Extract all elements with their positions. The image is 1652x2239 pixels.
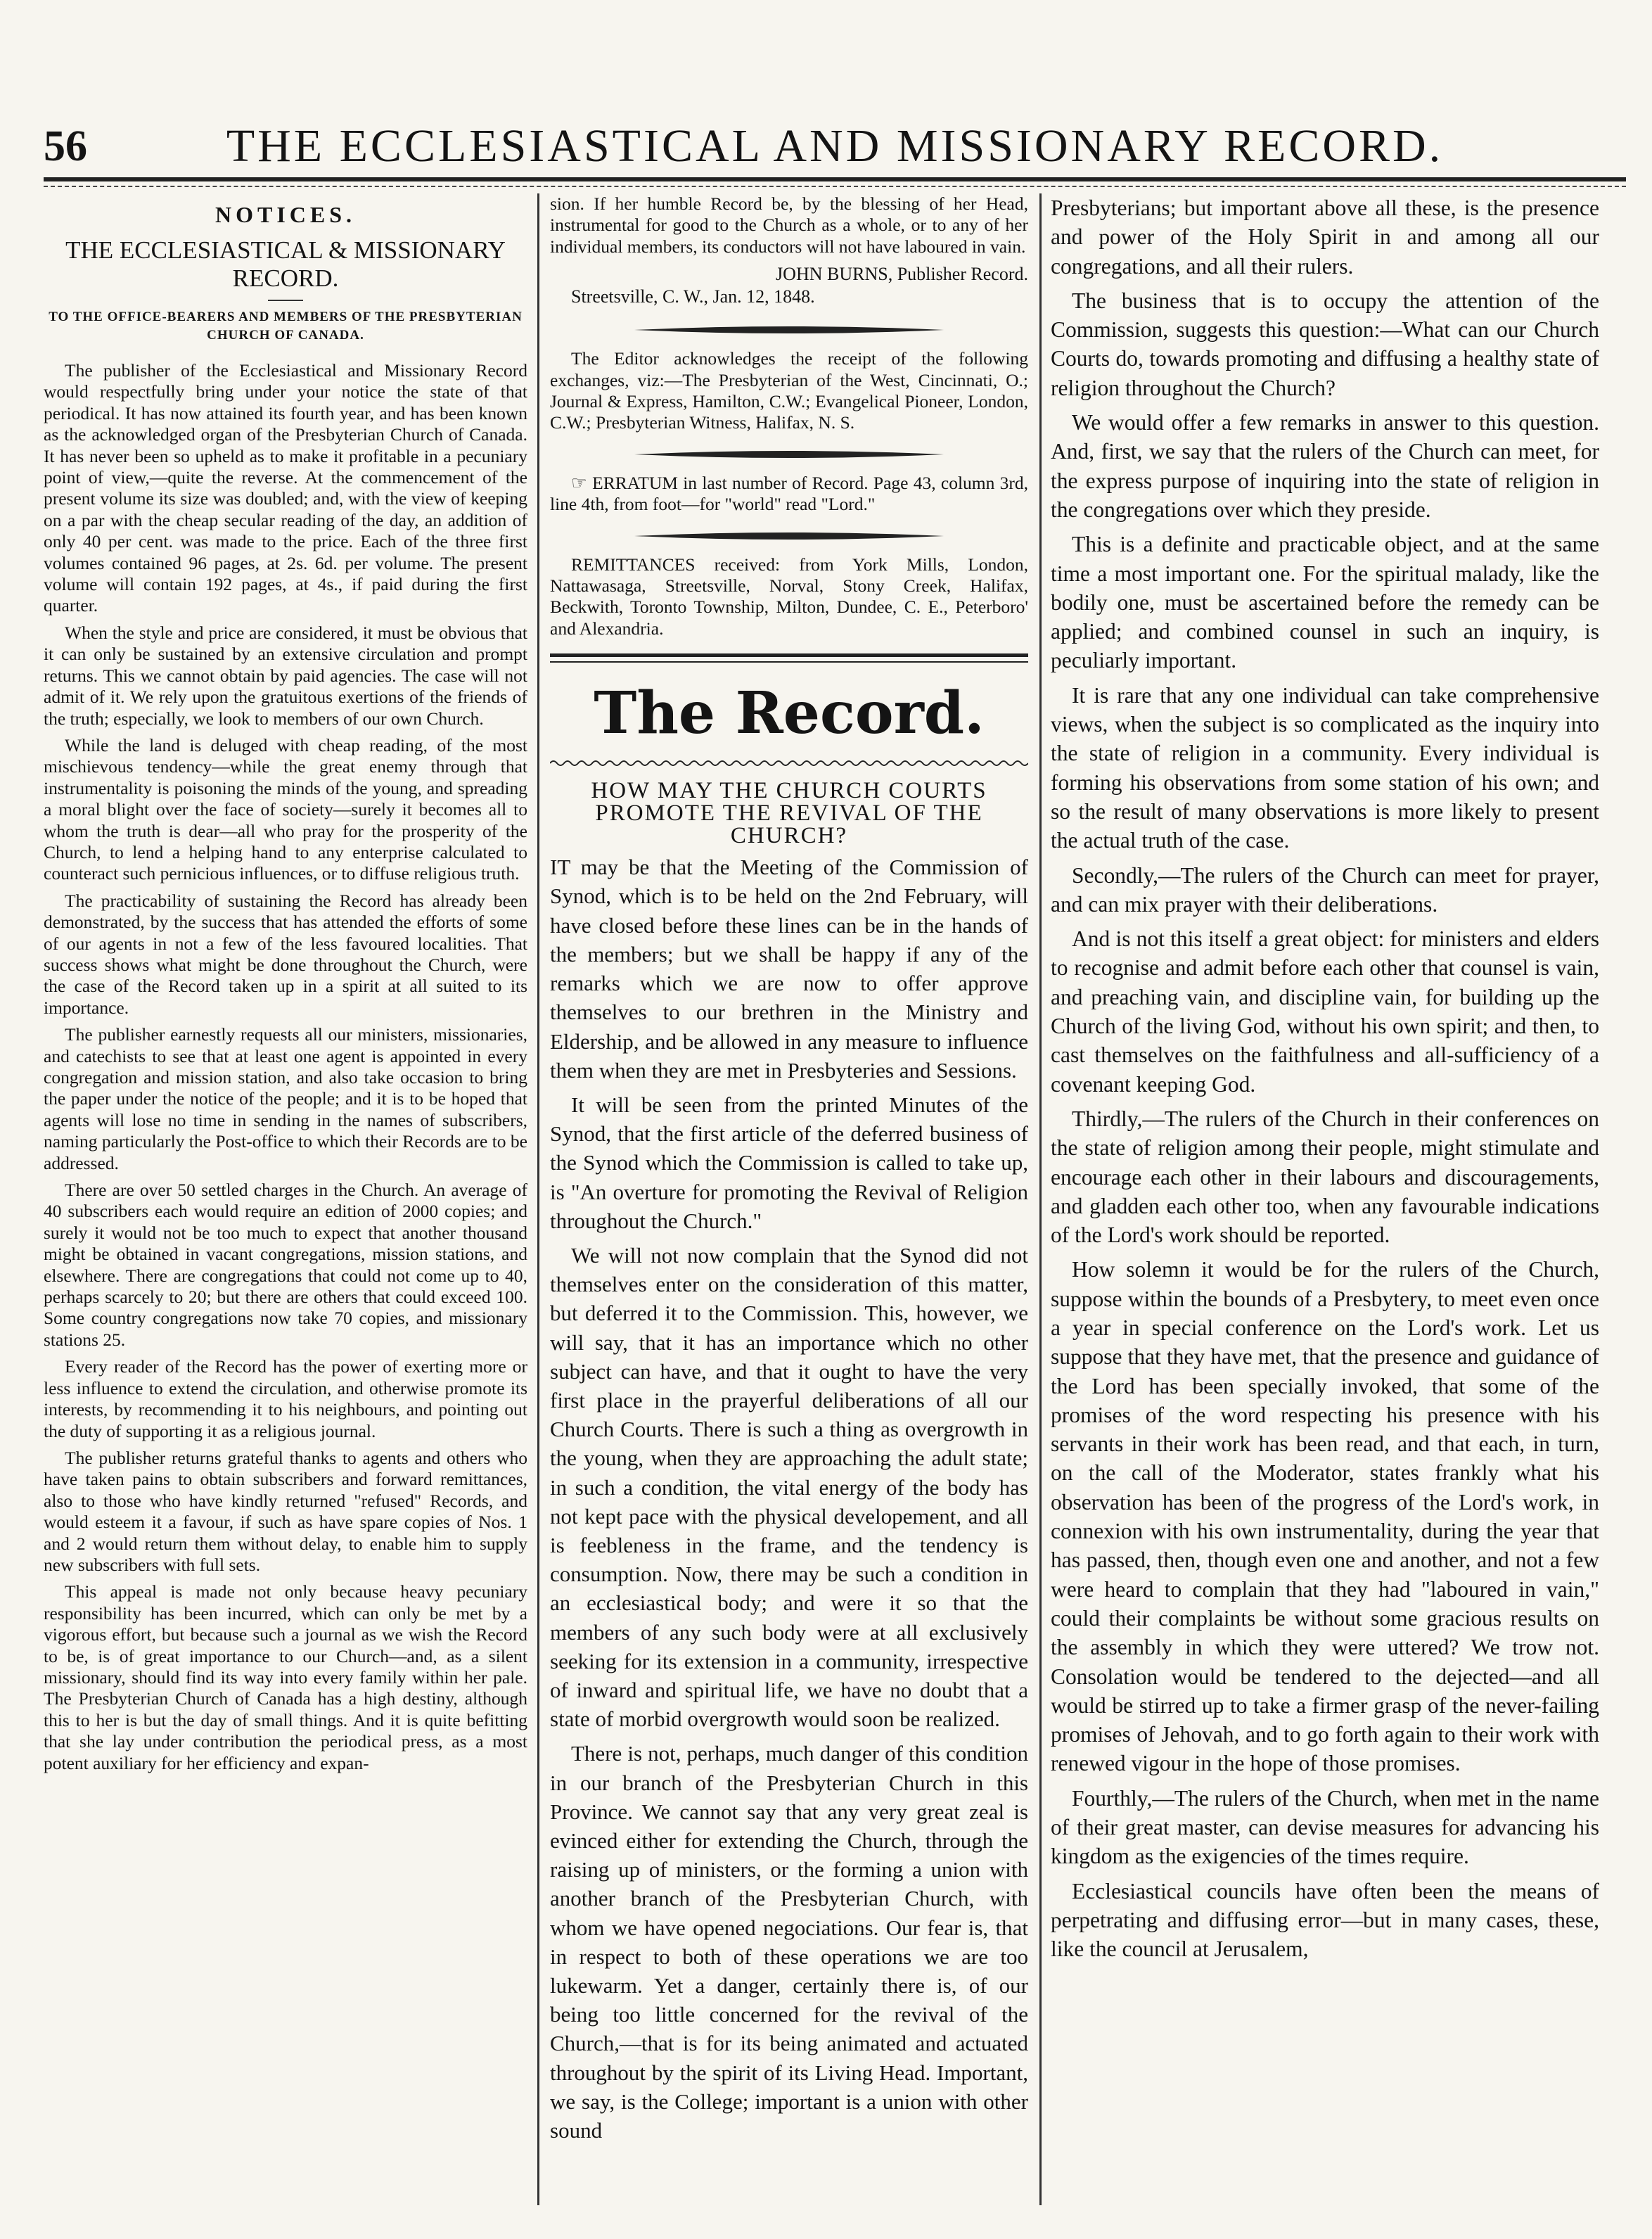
paragraph: We will not now complain that the Synod did not themselves enter on the consideration of this matter, but deferred it to the Commission. This, however, we will say, that it has an importance which no other subject can have, and that it ought to have the very first place in the prayerful deliberations of all our Church Courts. There is such a thing as overgrowth in the young, when they are approaching the adult state; in such a condition, the vital energy of the body has not kept pace with the physical developement, and all is feebleness in the frame, and the tendency is consumption. Now, there may be such a condition in an ecclesiastical body; and were it so that the members of any such body were at all exclusively seeking for its extension in a community, irrespective of inward and spiritual life, we have no doubt that a state of morbid overgrowth would soon be realized. bbox=[550, 1242, 1028, 1732]
paragraph: It is rare that any one individual can take comprehensive views, when the subject is so complicated as the inquiry into the state of religion in a community. Every individual is forming his observations from some station of his own; and so the result of many observations is more likely to present the actual truth of the case. bbox=[1051, 682, 1599, 853]
column-divider bbox=[1039, 193, 1042, 2205]
section-rule bbox=[550, 661, 1028, 663]
page-number: 56 bbox=[44, 122, 87, 170]
paragraph: The Editor acknowledges the receipt of the following exchanges, viz:—The Presbyterian of the West, Cincinnati, O.; Journal & Express, Hamilton, C.W.; Evangelical Pioneer, London, C.W.; Presbyterian Witness, Halifax, N. S. bbox=[550, 348, 1028, 433]
header-rule bbox=[44, 177, 1626, 181]
header-rule-dashed bbox=[44, 186, 1626, 187]
paragraph: Presbyterians; but important above all these, is the presence and power of the Holy Spirit in and among all our congregations, and all their rulers. bbox=[1051, 196, 1599, 279]
publication-title: THE ECCLESIASTICAL AND MISSIONARY RECORD. bbox=[226, 120, 1444, 172]
paragraph: The business that is to occupy the attention of the Commission, suggests this question:—What can our Church Courts do, towards promoting and diffusing a healthy state of religion throughout the Church? bbox=[1051, 288, 1599, 400]
notices-heading: NOTICES. bbox=[214, 202, 357, 227]
paragraph: Thirdly,—The rulers of the Church in their conferences on the state of religion among their people, might stimulate and encourage each other in their labours and discouragements, and gladden each other too, when any favourable indications of the Lord's work should be reported. bbox=[1051, 1106, 1599, 1248]
paragraph: This is a definite and practicable object, and at the same time a most important one. For the spiritual malady, like the bodily one, must be ascertained before the remedy can be applied; and combined counsel in such an inquiry, is peculiarly important. bbox=[1051, 532, 1599, 673]
paragraph: The publisher earnestly requests all our ministers, missionaries, and catechists to see that at least one agent is appointed in every congregation and mission station, and also take occasion to bring the paper under the notice of the people; and it is to be hoped that agents will lose no time in sending in the names of subscribers, naming particularly the Post-office to which their Records are to be addressed. bbox=[44, 1024, 527, 1173]
ornamental-rule bbox=[550, 531, 1028, 541]
article-title: HOW MAY THE CHURCH COURTS PROMOTE THE REVIVAL OF THE CHURCH? bbox=[591, 778, 987, 849]
paragraph: This appeal is made not only because heavy pecuniary responsibility has been incurred, which can only be met by a vigorous effort, but because such a journal as we wish the Record to be, is of great importance to our Church—and, as a silent missionary, should find its way into every family within her pale. The Presbyterian Church of Canada has a high destiny, although this to her is but the day of small things. And it is quite befitting that she lay under contribution the periodical press, as a most potent auxiliary for her efficiency and expan- bbox=[44, 1581, 527, 1773]
paragraph: It will be seen from the printed Minutes of the Synod, that the first article of the deferred business of the Synod which the Commission is called to take up, is "An overture for promoting the Revival of Religion throughout the Church." bbox=[550, 1092, 1028, 1233]
page-header bbox=[44, 118, 1626, 174]
paragraph: When the style and price are considered, it must be obvious that it can only be sustained by an extensive circulation and prompt returns. This we cannot obtain by paid agencies. The case will not admit of it. We rely upon the gratuitous exertions of the friends of the truth; especially, we look to members of our own Church. bbox=[44, 622, 527, 729]
publisher-signature: JOHN BURNS, Publisher Record. bbox=[776, 264, 1028, 285]
column-2 bbox=[550, 193, 1028, 2205]
paragraph: How solemn it would be for the rulers of the Church, suppose within the bounds of a Presbytery, to meet even once a year in special conference on the Lord's work. Let us suppose that they have met, that the presence and guidance of the Lord has been specially invoked, that some of the promises of the word respecting his presence with his servants in their work has been read, and that each, in turn, on the call of the Moderator, states frankly what his observation has been of the progress of the Lord's work, in connexion with his own instrumentality, during the year that has passed, then, though even one and another, and not a few were heard to complain that they had "laboured in vain," could their complaints be without some gracious results on the assembly in which they were uttered? We trow not. Consolation would be tendered to the dejected—and all would be stirred up to take a firmer grasp of the never-failing promises of Jehovah, and to go forth again to their work with renewed vigour in the hope of those promises. bbox=[1051, 1257, 1599, 1776]
paragraph: sion. If her humble Record be, by the blessing of her Head, instrumental for good to the Church as a whole, or to any of her individual members, its conductors will not have laboured in vain. bbox=[550, 193, 1028, 257]
notice-title: THE ECCLESIASTICAL & MISSIONARY RECORD. bbox=[65, 236, 506, 292]
paragraph: The publisher returns grateful thanks to agents and others who have taken pains to obtain subscribers and forward remittances, also to those who have kindly returned "refused" Records, and would esteem it a favour, if such as have spare copies of Nos. 1 and 2 would return them without delay, to enable him to supply new subscribers with full sets. bbox=[44, 1447, 527, 1575]
column-3 bbox=[1051, 193, 1599, 2205]
erratum-notice: ☞ ERRATUM in last number of Record. Page 43, column 3rd, line 4th, from foot—for "world" read "Lord." bbox=[550, 472, 1028, 515]
paragraph: Secondly,—The rulers of the Church can meet for prayer, and can mix prayer with their deliberations. bbox=[1051, 862, 1599, 917]
section-rule bbox=[550, 653, 1028, 657]
column-1 bbox=[44, 193, 527, 2205]
signature-place-date: Streetsville, C. W., Jan. 12, 1848. bbox=[571, 286, 815, 307]
ornamental-rule bbox=[550, 325, 1028, 335]
paragraph: We would offer a few remarks in answer to this question. And, first, we say that the rulers of the Church can meet, for the express purpose of inquiring into the state of religion in the congregations over which they preside. bbox=[1051, 410, 1599, 522]
paragraph: The practicability of sustaining the Record has already been demonstrated, by the success that has attended the efforts of some of our agents in not a few of the less favoured localities. That success shows what might be done throughout the Church, were the case of the Record taken up in a spirit at all suited to its importance. bbox=[44, 890, 527, 1018]
paragraph: REMITTANCES received: from York Mills, London, Nattawasaga, Streetsville, Norval, Stony Creek, Halifax, Beckwith, Toronto Township, Milton, Dundee, C. E., Peterboro' and Alexandria. bbox=[550, 554, 1028, 639]
wavy-rule bbox=[550, 759, 1028, 767]
paragraph: Every reader of the Record has the power of exerting more or less influence to extend the circulation, and otherwise promote its interests, by recommending it to his neighbours, and pointing out the duty of supporting it as a religious journal. bbox=[44, 1356, 527, 1441]
paragraph: Ecclesiastical councils have often been the means of perpetrating and diffusing error—but in many cases, these, like the council at Jerusalem, bbox=[1051, 1878, 1599, 1962]
paragraph: The publisher of the Ecclesiastical and Missionary Record would respectfully bring under your notice the state of that periodical. It has now attained its fourth year, and has been known as the acknowledged organ of the Presbyterian Church of Canada. It has never been so upheld as to make it profitable in a pecuniary point of view,—quite the reverse. At the commencement of the present volume its size was doubled; and, with the view of keeping on a par with the cheap secular reading of the day, an addition of only 40 per cent. was made to the price. Each of the three first volumes contained 96 pages, at 2s. 6d. per volume. The present volume will contain 192 pages, at 4s., if paid during the first quarter. bbox=[44, 360, 527, 616]
column-divider bbox=[537, 193, 539, 2205]
paragraph: While the land is deluged with cheap reading, of the most mischievous tendency—while the great enemy through that instrumentality is poisoning the minds of the young, and spreading a moral blight over the face of society—surely it becomes all to whom the truth is dear—all who pray for the prosperity of the Church, to lend a helping hand to any enterprise calculated to counteract such pernicious influences, or to diffuse religious truth. bbox=[44, 734, 527, 884]
short-rule bbox=[268, 300, 303, 301]
paragraph: There are over 50 settled charges in the Church. An average of 40 subscribers each would require an edition of 2000 copies; and surely it would not be too much to expect that another thousand might be obtained in vacant congregations, mission stations, and elsewhere. There are congregations that could not come up to 40, perhaps scarcely to 20; but there are others that could exceed 100. Some country congregations now take 70 copies, and missionary stations 25. bbox=[44, 1180, 527, 1350]
paragraph: There is not, perhaps, much danger of this condition in our branch of the Presbyterian Church in this Province. We cannot say that any very great zeal is evinced either for extending the Church, through the raising up of ministers, or the forming a union with another branch of the Presbyterian Church, with whom we have opened negociations. Our fear is, that in respect to both of these operations we are too lukewarm. Yet a danger, certainly there is, of our being too little concerned for the revival of the Church,—that is for its being animated and actuated throughout by the spirit of its Living Head. Important, we say, is the College; important is a union with other sound bbox=[550, 1741, 1028, 2143]
ornamental-rule bbox=[550, 449, 1028, 459]
paragraph: IT may be that the Meeting of the Commission of Synod, which is to be held on the 2nd February, will have closed before these lines can be in the hands of the members; but we shall be happy if any of the remarks which we are now to offer approve themselves to our brethren in the Ministry and Eldership, and be allowed in any measure to influence them when they are met in Presbyteries and Sessions. bbox=[550, 855, 1028, 1083]
paragraph: And is not this itself a great object: for ministers and elders to recognise and admit before each other that counsel is vain, and preaching vain, and discipline vain, for building up the Church of the living God, without his own spirit; and then, to cast themselves on the faithfulness and all-sufficiency of a covenant keeping God. bbox=[1051, 926, 1599, 1097]
notice-address: TO THE OFFICE-BEARERS AND MEMBERS OF THE PRESBYTERIAN CHURCH OF CANADA. bbox=[49, 310, 523, 343]
paragraph: Fourthly,—The rulers of the Church, when met in the name of their great master, can devise measures for advancing his kingdom as the exigencies of the times require. bbox=[1051, 1785, 1599, 1869]
masthead: The Record. bbox=[594, 680, 985, 748]
